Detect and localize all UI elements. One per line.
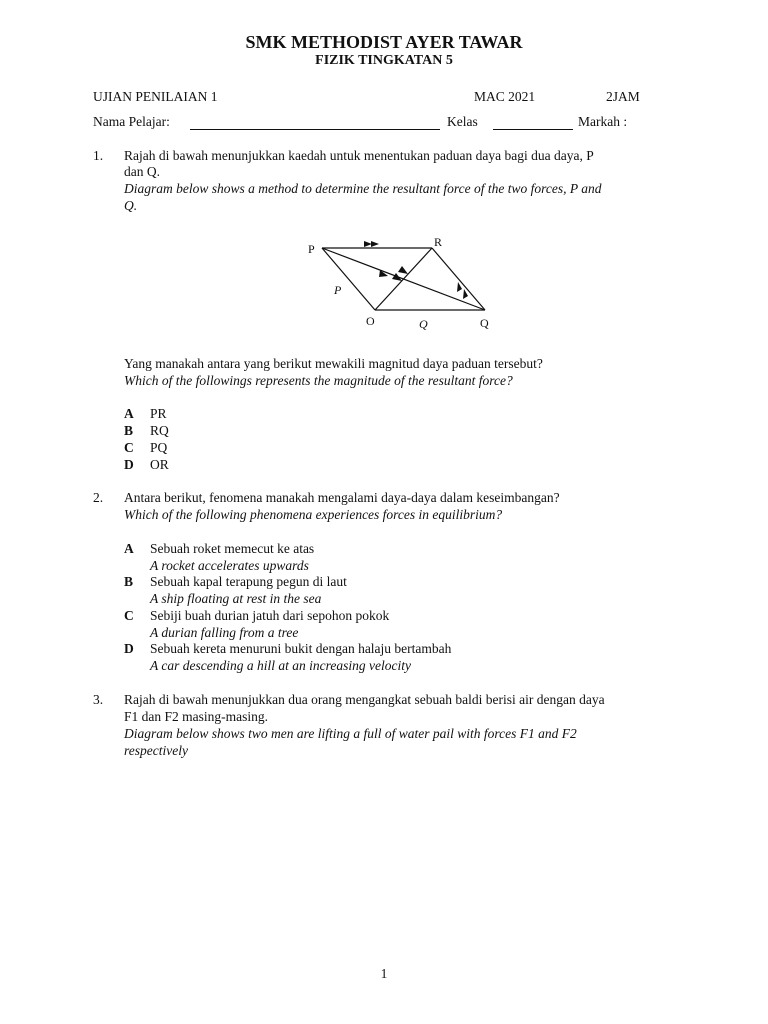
- q2-option-b-letter[interactable]: B: [124, 574, 134, 589]
- page-number: 1: [380, 966, 388, 981]
- marks-label: Markah :: [578, 114, 628, 129]
- arrowhead-pr-2: [371, 241, 379, 247]
- q1-option-a-text: PR: [150, 406, 167, 421]
- exam-date: MAC 2021: [474, 89, 536, 104]
- line-po: [322, 248, 375, 310]
- label-q-force: Q: [419, 317, 428, 331]
- q1-option-c-text: PQ: [150, 440, 168, 455]
- q2-option-a-letter[interactable]: A: [124, 541, 134, 556]
- question-3-text-en: Diagram below shows two men are lifting a full of water pail with forces F1 and F2: [124, 726, 577, 741]
- q2-option-a-text: Sebuah roket memecut ke atas: [150, 541, 315, 556]
- q2-option-b-text-en: A ship floating at rest in the sea: [150, 591, 322, 606]
- arrowhead-or-2: [398, 266, 408, 274]
- q2-option-d-text-en: A car descending a hill at an increasing velocity: [150, 658, 411, 673]
- question-1-text-ms-cont: dan Q.: [124, 164, 160, 179]
- question-2-number: 2.: [93, 490, 104, 505]
- q2-option-c-text-en: A durian falling from a tree: [150, 625, 299, 640]
- q2-option-d-letter[interactable]: D: [124, 641, 134, 656]
- label-r-vertex: R: [434, 235, 443, 249]
- label-p-force: P: [334, 283, 342, 297]
- q1-option-d-text: OR: [150, 457, 169, 472]
- question-2-text-en: Which of the following phenomena experiences forces in equilibrium?: [124, 507, 503, 522]
- q1-option-c-letter[interactable]: C: [124, 440, 134, 455]
- exam-name: UJIAN PENILAIAN 1: [93, 89, 218, 104]
- question-1-ask-en: Which of the followings represents the magnitude of the resultant force?: [124, 373, 513, 388]
- q2-option-c-letter[interactable]: C: [124, 608, 134, 623]
- student-name-label: Nama Pelajar:: [93, 114, 170, 129]
- line-rq: [432, 248, 485, 310]
- q1-option-a-letter[interactable]: A: [124, 406, 134, 421]
- arrowhead-pr-1: [364, 241, 372, 247]
- question-1-text-en-cont: Q.: [124, 198, 138, 213]
- parallelogram-diagram: [300, 232, 500, 337]
- question-3-text-ms: Rajah di bawah menunjukkan dua orang mengangkat sebuah baldi berisi air dengan daya: [124, 692, 605, 707]
- question-1-text-en: Diagram below shows a method to determine the resultant force of the two forces, P and: [124, 181, 602, 196]
- arrowhead-or-1: [392, 273, 402, 281]
- q2-option-d-text: Sebuah kereta menuruni bukit dengan halaju bertambah: [150, 641, 452, 656]
- label-p-vertex: P: [308, 242, 315, 256]
- q2-option-b-text: Sebuah kapal terapung pegun di laut: [150, 574, 347, 589]
- q1-option-b-letter[interactable]: B: [124, 423, 134, 438]
- question-1-number: 1.: [93, 148, 104, 163]
- q2-option-c-text: Sebiji buah durian jatuh dari sepohon pokok: [150, 608, 390, 623]
- line-or: [375, 248, 432, 310]
- q1-option-b-text: RQ: [150, 423, 169, 438]
- question-3-text-ms-cont: F1 dan F2 masing-masing.: [124, 709, 268, 724]
- student-name-field[interactable]: [190, 114, 440, 130]
- question-3-number: 3.: [93, 692, 104, 707]
- question-1-text-ms: Rajah di bawah menunjukkan kaedah untuk menentukan paduan daya bagi dua daya, P: [124, 148, 594, 163]
- class-label: Kelas: [447, 114, 478, 129]
- label-q-vertex: Q: [480, 316, 489, 330]
- exam-duration: 2JAM: [606, 89, 640, 104]
- arrowhead-rq-1: [457, 282, 462, 292]
- q2-option-a-text-en: A rocket accelerates upwards: [150, 558, 309, 573]
- q1-option-d-letter[interactable]: D: [124, 457, 134, 472]
- school-name: SMK METHODIST AYER TAWAR: [245, 32, 523, 52]
- paper-subject: FIZIK TINGKATAN 5: [315, 53, 453, 68]
- question-1-ask-ms: Yang manakah antara yang berikut mewakili magnitud daya paduan tersebut?: [124, 356, 543, 371]
- question-2-text-ms: Antara berikut, fenomena manakah mengalami daya-daya dalam keseimbangan?: [124, 490, 560, 505]
- arrowhead-rq-2: [463, 289, 468, 299]
- class-field[interactable]: [493, 114, 573, 130]
- question-3-text-en-cont: respectively: [124, 743, 188, 758]
- label-o-vertex: O: [366, 314, 375, 328]
